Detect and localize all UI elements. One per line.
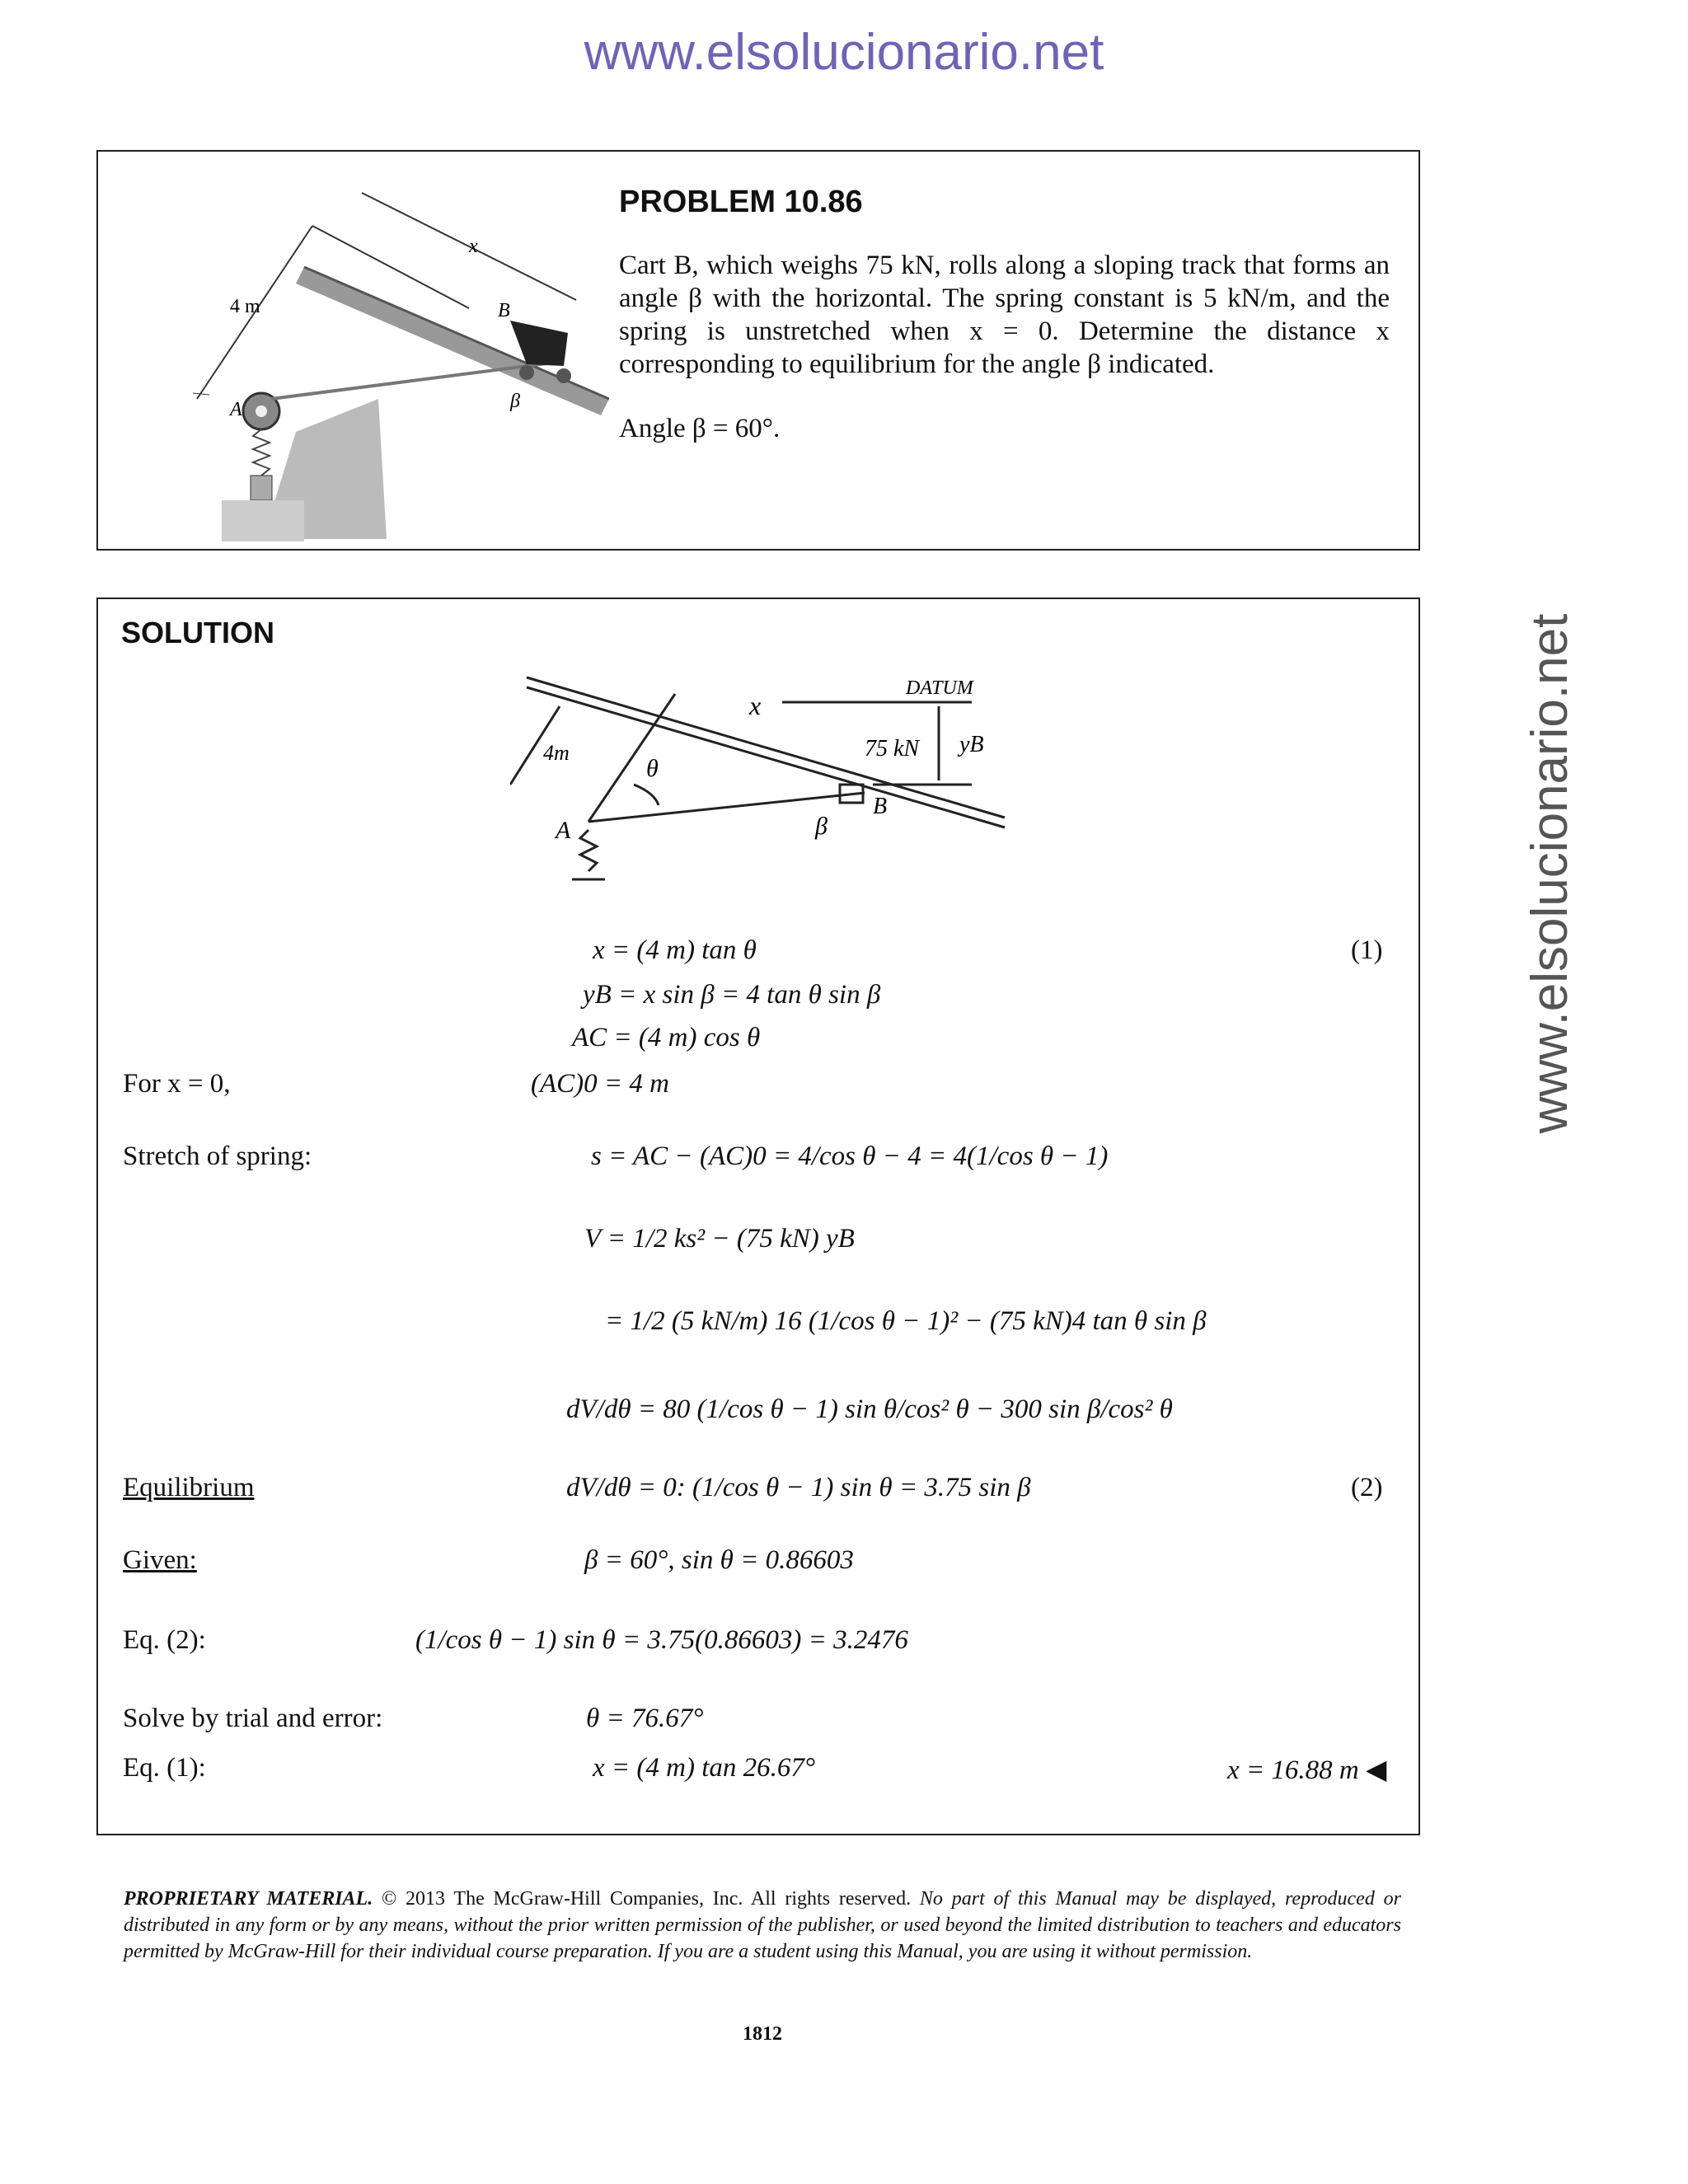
- problem-title: PROBLEM 10.86: [619, 185, 863, 219]
- footer-bold: PROPRIETARY MATERIAL.: [124, 1888, 373, 1910]
- ac0-math: (AC)0 = 4 m: [531, 1069, 669, 1099]
- label-beta: β: [510, 391, 520, 412]
- problem-angle: Angle β = 60°.: [619, 414, 781, 443]
- watermark-side: www.elsolucionario.net: [1522, 613, 1578, 1134]
- sketch-yb: yB: [959, 732, 984, 757]
- sketch-a: A: [556, 817, 571, 844]
- sketch-load: 75 kN: [865, 736, 920, 762]
- given-math: β = 60°, sin θ = 0.86603: [584, 1545, 854, 1575]
- sketch-datum: DATUM: [906, 677, 973, 699]
- stretch-math: s = AC − (AC)0 = 4/cos θ − 4 = 4(1/cos θ − 1): [591, 1141, 1109, 1171]
- v1-math: V = 1/2 ks² − (75 kN) yB: [584, 1224, 855, 1254]
- eq2-math: dV/dθ = 0: (1/cos θ − 1) sin θ = 3.75 sin β: [566, 1473, 1031, 1502]
- label-x: x: [469, 236, 478, 257]
- sketch-beta: β: [815, 813, 828, 840]
- problem-figure: [148, 160, 609, 547]
- yb-math: yB = x sin β = 4 tan θ sin β: [583, 980, 881, 1010]
- label-4m: 4 m: [230, 296, 260, 317]
- label-a: A: [230, 399, 242, 420]
- problem-box: [96, 150, 1420, 551]
- trial-math: θ = 76.67°: [586, 1704, 704, 1733]
- eq2-tag: (2): [1351, 1473, 1383, 1502]
- trial-label: Solve by trial and error:: [123, 1704, 383, 1733]
- eq1-math: x = (4 m) tan θ: [593, 935, 757, 965]
- sketch-b: B: [873, 794, 888, 819]
- dv-math: dV/dθ = 80 (1/cos θ − 1) sin θ/cos² θ − 300 sin β/cos² θ: [566, 1394, 1173, 1424]
- v2-math: = 1/2 (5 kN/m) 16 (1/cos θ − 1)² − (75 kN)4 tan θ sin β: [605, 1306, 1207, 1336]
- footer-notice: [124, 1886, 1401, 1965]
- sketch-4m: 4m: [543, 741, 570, 765]
- solution-box: [96, 598, 1420, 1835]
- stretch-label: Stretch of spring:: [123, 1141, 312, 1171]
- given-label: Given:: [123, 1545, 197, 1575]
- ac-math: AC = (4 m) cos θ: [572, 1023, 761, 1052]
- solution-title: SOLUTION: [121, 616, 274, 649]
- final-answer: x = 16.88 m ◀: [1227, 1755, 1387, 1785]
- solution-sketch: [510, 669, 1038, 908]
- page-number: 1812: [743, 2023, 782, 2045]
- final-math: x = (4 m) tan 26.67°: [593, 1753, 816, 1783]
- spring: [253, 429, 270, 476]
- sketch-x: x: [749, 691, 762, 720]
- problem-text: Cart B, which weighs 75 kN, rolls along a sloping track that forms an angle β with the horizontal. The spring constant is 5 kN/m, and the spring is unstretched when x = 0. Determine the distance x corresponding to equilibrium for the angle β indicated.: [619, 251, 1390, 379]
- eq2b-math: (1/cos θ − 1) sin θ = 3.75(0.86603) = 3.2476: [415, 1625, 908, 1655]
- watermark-top: www.elsolucionario.net: [584, 24, 1104, 81]
- label-b: B: [498, 300, 510, 321]
- footer-italic: No part of this Manual may be displayed, reproduced or distributed in any form or by any means, without the prior written permission of the publisher, or used beyond the limited distribution to teachers and educators permitted by McGraw-Hill for their individual course preparation. If you are a student using this Manual, you are using it without permission.: [124, 1888, 1401, 1962]
- eq2b-label: Eq. (2):: [123, 1625, 206, 1655]
- sketch-theta: θ: [646, 755, 659, 782]
- final-label: Eq. (1):: [123, 1753, 206, 1783]
- footer-copyright: © 2013 The McGraw-Hill Companies, Inc. All rights reserved.: [373, 1888, 920, 1910]
- eq2-label: Equilibrium: [123, 1473, 255, 1502]
- ac0-label: For x = 0,: [123, 1069, 231, 1099]
- eq1-tag: (1): [1351, 935, 1383, 965]
